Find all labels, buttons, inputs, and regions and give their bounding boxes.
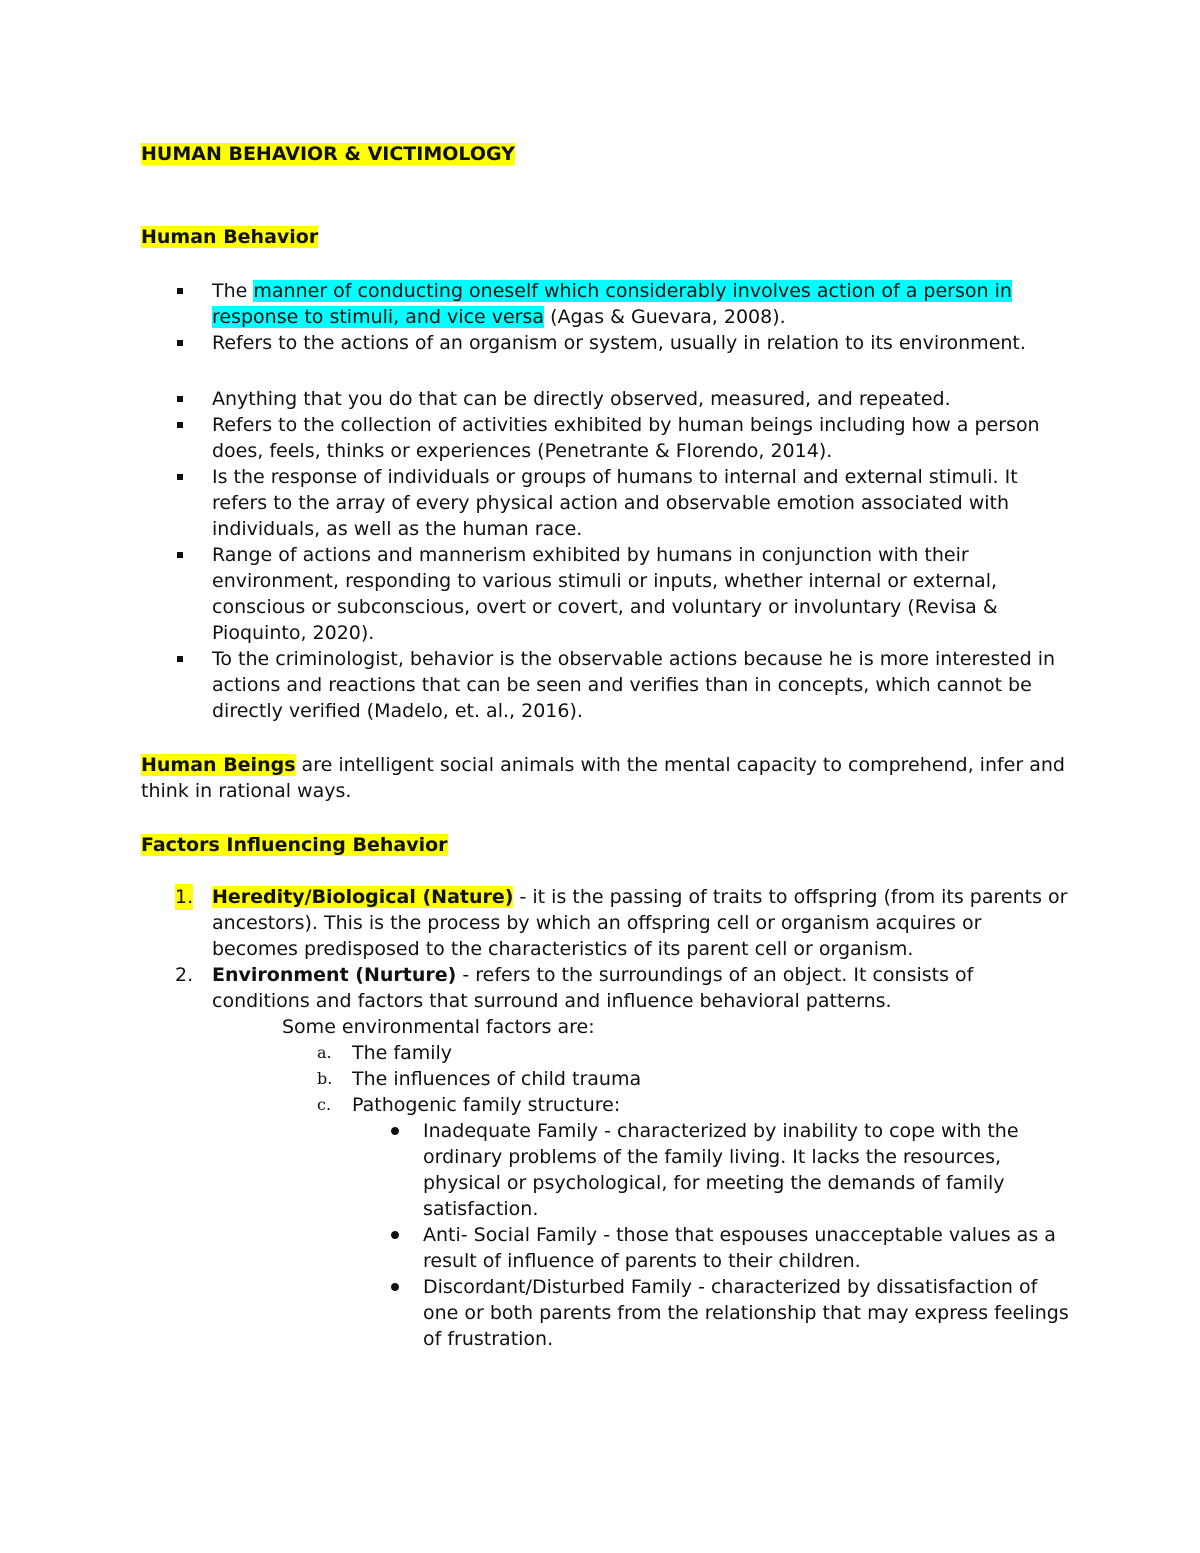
- list-item: Discordant/Disturbed Family - characterized by dissatisfaction of one or both parents from the relationship that may express feelings of frustration.: [141, 1274, 1071, 1352]
- list-item: Anything that you do that can be directly observed, measured, and repeated.: [141, 386, 1071, 412]
- square-bullet-icon: [177, 396, 183, 402]
- square-bullet-icon: [177, 474, 183, 480]
- list-item: The manner of conducting oneself which considerably involves action of a person in response to stimuli, and vice versa (Agas & Guevara, 2008).: [141, 278, 1071, 330]
- list-item: To the criminologist, behavior is the observable actions because he is more interested in actions and reactions that can be seen and verifies than in concepts, which cannot be directly verified (Madelo, et. al., 2016).: [141, 646, 1071, 724]
- list-item: 2. Environment (Nurture) - refers to the surroundings of an object. It consists of conditions and factors that surround and influence behavioral patterns.: [175, 964, 974, 1012]
- round-bullet-icon: [391, 1283, 399, 1291]
- list-letter: c.: [317, 1095, 332, 1114]
- square-bullet-icon: [177, 288, 183, 294]
- list-item: Range of actions and mannerism exhibited by humans in conjunction with their environment, responding to various stimuli or inputs, whether internal or external, conscious or subconscious, overt or covert, and voluntary or involuntary (Revisa & Pioquinto, 2020).: [141, 542, 1071, 646]
- human-beings-paragraph: Human Beings are intelligent social animals with the mental capacity to comprehend, infer and think in rational ways.: [141, 754, 1065, 802]
- document-page: [141, 141, 1071, 1352]
- document-title: HUMAN BEHAVIOR & VICTIMOLOGY: [141, 143, 515, 165]
- section-heading-human-behavior: Human Behavior: [141, 226, 319, 248]
- list-item: c. Pathogenic family structure:: [317, 1094, 621, 1116]
- factor-term: Environment (Nurture): [212, 964, 457, 986]
- human-beings-term: Human Beings: [141, 754, 296, 776]
- list-item: Refers to the actions of an organism or system, usually in relation to its environment.: [141, 330, 1071, 356]
- list-number: 2.: [175, 964, 194, 986]
- section-heading-factors: Factors Influencing Behavior: [141, 834, 448, 856]
- list-letter: b.: [317, 1069, 333, 1088]
- list-item: Is the response of individuals or groups of humans to internal and external stimuli. It refers to the array of every physical action and observable emotion associated with individuals, as well as the human race.: [141, 464, 1071, 542]
- list-item: Anti- Social Family - those that espouses unacceptable values as a result of influence of parents to their children.: [141, 1222, 1071, 1274]
- human-behavior-list: [141, 278, 1071, 724]
- list-letter: a.: [317, 1043, 332, 1062]
- list-item: 1. Heredity/Biological (Nature) - it is the passing of traits to offspring (from its parents or ancestors). This is the process by which an offspring cell or organism acquires or becomes predisposed to the characteristics of its parent cell or organism.: [175, 886, 1068, 960]
- list-item: Inadequate Family - characterized by inability to cope with the ordinary problems of the family living. It lacks the resources, physical or psychological, for meeting the demands of family satisfaction.: [141, 1118, 1071, 1222]
- round-bullet-icon: [391, 1231, 399, 1239]
- square-bullet-icon: [177, 656, 183, 662]
- environmental-factors-list: [141, 1040, 1071, 1118]
- list-number: 1.: [175, 886, 194, 908]
- square-bullet-icon: [177, 340, 183, 346]
- factor-term: Heredity/Biological (Nature): [212, 886, 514, 908]
- square-bullet-icon: [177, 422, 183, 428]
- list-item: b. The influences of child trauma: [317, 1068, 642, 1090]
- list-item: Refers to the collection of activities exhibited by human beings including how a person does, feels, thinks or experiences (Penetrante & Florendo, 2014).: [141, 412, 1071, 464]
- highlighted-definition: manner of conducting oneself which considerably involves action of a person in response to stimuli, and vice versa: [212, 280, 1012, 328]
- factors-list: [141, 884, 1071, 1014]
- round-bullet-icon: [391, 1127, 399, 1135]
- environmental-factors-intro: Some environmental factors are:: [282, 1016, 595, 1038]
- pathogenic-family-list: [141, 1118, 1071, 1352]
- list-item: a. The family: [317, 1042, 453, 1064]
- square-bullet-icon: [177, 552, 183, 558]
